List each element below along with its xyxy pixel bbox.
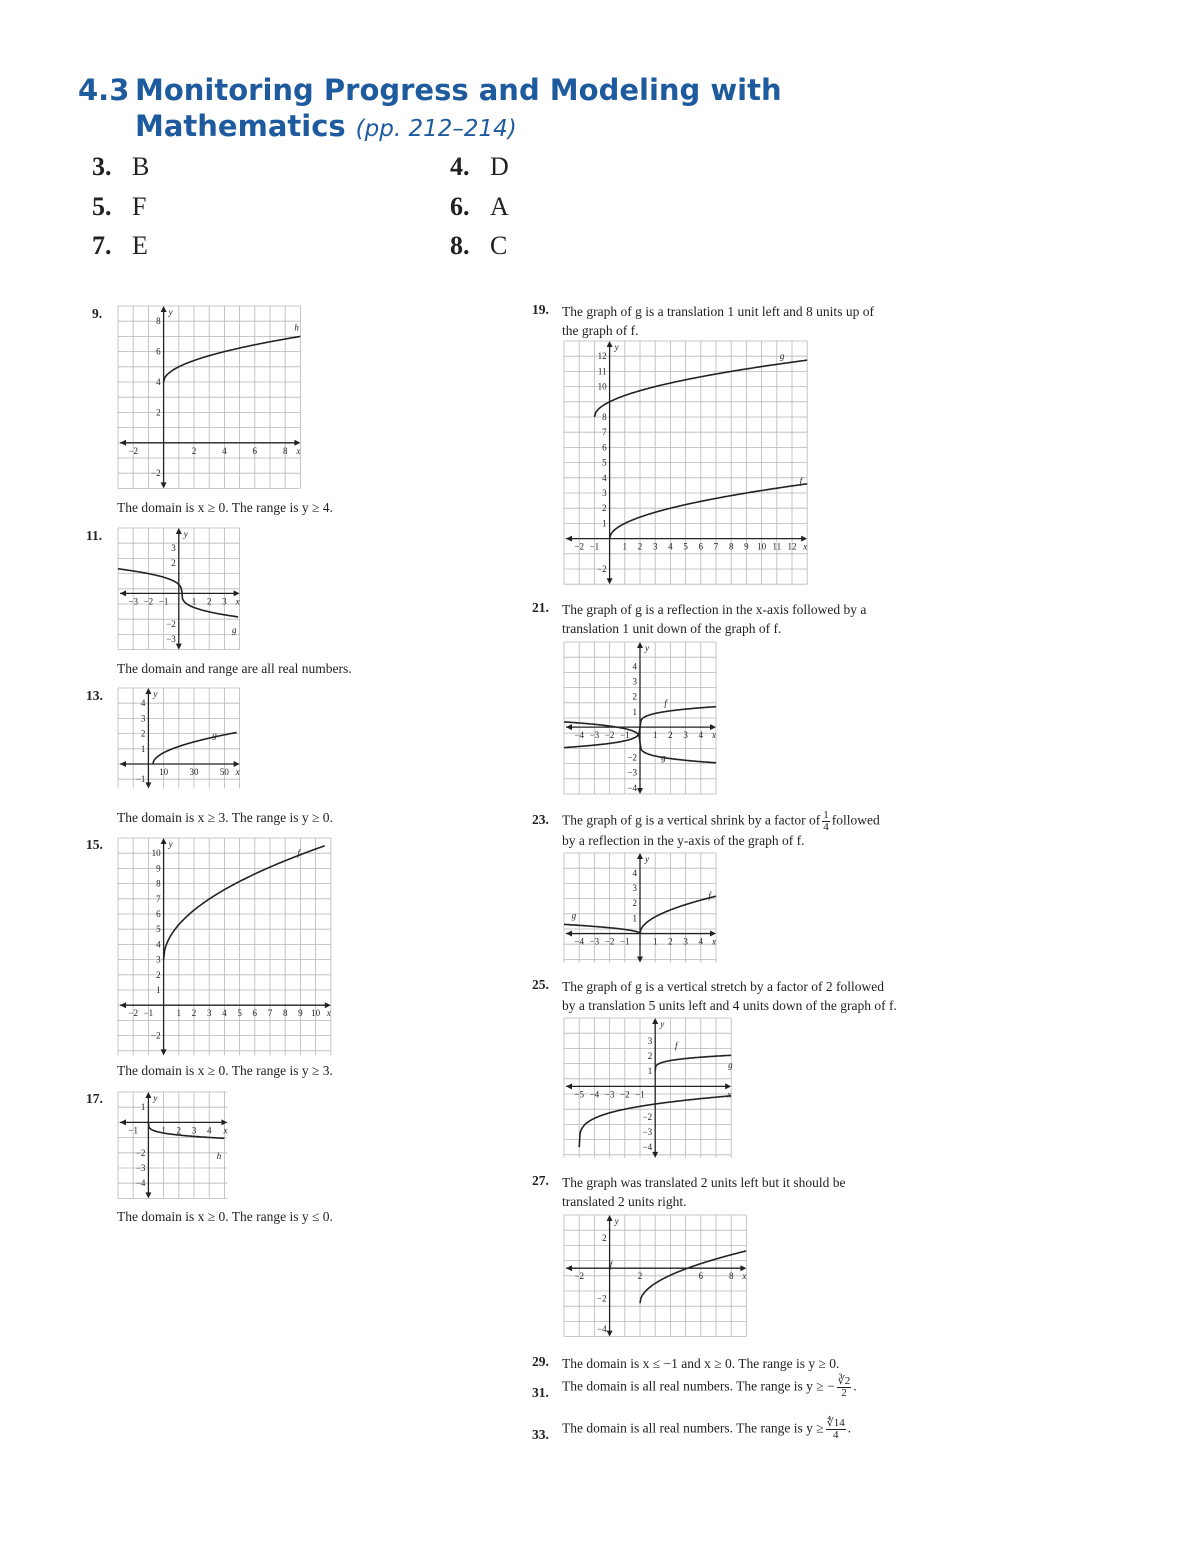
x-tick-label: 4 [698, 730, 704, 741]
x-tick-label: −2 [604, 730, 615, 741]
y-tick-label: 12 [597, 351, 607, 362]
y-tick-label: 5 [156, 924, 161, 935]
curve-label: f [297, 848, 300, 859]
x-axis-label: x [742, 1271, 747, 1282]
x-tick-label: −3 [128, 596, 138, 607]
y-axis-arrow [145, 1092, 151, 1098]
x-tick-label: 2 [668, 936, 673, 947]
x-tick-label: −2 [620, 1089, 630, 1100]
y-axis-label: y [645, 854, 649, 864]
y-tick-label: 5 [602, 457, 607, 468]
y-axis-label: y [168, 839, 173, 849]
y-axis-label: y [660, 1019, 665, 1029]
x-tick-label: 2 [191, 1008, 197, 1019]
x-tick-label: 8 [728, 541, 734, 552]
x-axis-label: x [727, 1089, 732, 1100]
curve-label: f [799, 475, 803, 486]
y-tick-label: 4 [632, 867, 637, 878]
section-title-line2: Mathematics [135, 109, 346, 143]
x-tick-label: 9 [298, 1008, 303, 1019]
curve-label: f [708, 890, 711, 901]
y-tick-label: 3 [140, 713, 146, 724]
section-heading [78, 72, 782, 147]
x-tick-label: 4 [206, 1125, 212, 1136]
exercise-number: 15. [86, 837, 103, 852]
graph-exercise-11 [118, 528, 242, 652]
x-tick-label: −2 [574, 1271, 584, 1282]
y-axis-arrow [607, 341, 613, 347]
x-tick-label: 8 [282, 445, 288, 456]
x-tick-label: 12 [787, 541, 797, 552]
y-tick-label: 4 [602, 472, 607, 483]
y-tick-label: −2 [627, 752, 637, 763]
x-axis-arrow [566, 931, 572, 937]
y-tick-label: 2 [171, 557, 176, 568]
curve-label: h [294, 322, 299, 333]
x-tick-label: 4 [668, 541, 673, 552]
answer-item: 6. A [450, 192, 509, 221]
x-tick-label: 3 [652, 541, 658, 552]
curve-label: f [609, 1260, 613, 1271]
y-axis-arrow [145, 1192, 151, 1198]
answer-item: 7. E [92, 231, 148, 260]
x-axis-label: x [712, 730, 716, 741]
x-tick-label: 6 [252, 445, 258, 456]
x-tick-label: 8 [728, 1271, 734, 1282]
y-tick-label: 8 [156, 878, 161, 889]
y-axis-label: y [614, 1216, 619, 1226]
x-tick-label: 1 [622, 541, 628, 552]
x-tick-label: 2 [668, 730, 673, 741]
y-tick-label: 1 [156, 985, 161, 995]
x-tick-label: −2 [604, 936, 615, 947]
x-tick-label: 2 [176, 1125, 182, 1136]
y-tick-label: −2 [597, 1293, 607, 1304]
answer-item: 3. B [92, 152, 150, 181]
x-tick-label: 4 [222, 1008, 227, 1019]
fraction: $\frac{1}{4}$ [823, 809, 829, 833]
graph-exercise-13 [118, 688, 242, 790]
y-tick-label: 2 [140, 728, 146, 739]
y-tick-label: −4 [627, 782, 637, 793]
y-tick-label: 7 [156, 893, 161, 904]
x-tick-label: −2 [128, 1008, 138, 1019]
exercise-number: 19. [532, 302, 549, 317]
exercise-number: 21. [532, 600, 549, 615]
x-axis-arrow [120, 440, 126, 446]
exercise-number: 13. [86, 688, 103, 703]
x-tick-label: 2 [206, 596, 212, 607]
x-tick-label: 10 [311, 1008, 321, 1019]
x-tick-label: −1 [128, 1125, 138, 1136]
x-tick-label: 3 [683, 936, 688, 947]
y-axis-arrow [145, 688, 151, 694]
curve-label: g [571, 910, 577, 921]
section-number: 4.3 [78, 73, 130, 107]
answer-item: 8. C [450, 231, 508, 260]
curve-label: g [728, 1060, 733, 1071]
y-tick-label: 2 [156, 407, 161, 418]
x-tick-label: −3 [604, 1089, 615, 1100]
curve-label: f [674, 1040, 678, 1051]
y-axis-arrow [161, 838, 167, 844]
curve-label: g [779, 351, 785, 362]
x-tick-label: −1 [158, 596, 169, 607]
y-tick-label: 9 [156, 863, 161, 874]
exercise-number: 29. [532, 1354, 549, 1369]
x-tick-label: −4 [574, 730, 584, 741]
y-axis-arrow [607, 578, 613, 584]
y-axis-arrow [637, 853, 643, 859]
x-tick-label: −1 [589, 541, 600, 552]
y-tick-label: −3 [135, 1163, 146, 1173]
exercise-caption: The domain is x ≥ 0. The range is y ≤ 0. [117, 1209, 333, 1224]
x-tick-label: 3 [683, 730, 688, 741]
exercise-text: by a translation 5 units left and 4 units down of the graph of f. [562, 998, 897, 1013]
exercise-caption: The domain is x ≥ 0. The range is y ≥ 3. [117, 1063, 333, 1078]
y-axis-arrow [637, 642, 643, 648]
x-tick-label: 1 [191, 596, 197, 607]
y-tick-label: 4 [156, 939, 161, 950]
y-axis-label: y [614, 342, 619, 352]
y-tick-label: −2 [642, 1111, 653, 1122]
x-tick-label: −1 [620, 730, 630, 741]
x-axis-arrow [120, 1002, 126, 1008]
graph-exercise-9 [118, 306, 303, 491]
y-tick-label: 6 [156, 909, 161, 919]
y-tick-label: 2 [632, 691, 637, 702]
y-axis-arrow [161, 482, 167, 488]
y-axis-arrow [176, 644, 182, 650]
x-tick-label: 7 [713, 541, 719, 552]
exercise-number: 33. [532, 1427, 549, 1442]
x-tick-label: 2 [637, 1271, 643, 1282]
exercise-caption: The domain and range are all real numbers. [117, 661, 352, 676]
y-tick-label: −2 [166, 618, 176, 629]
exercise-number: 25. [532, 977, 549, 992]
function-curve [640, 896, 716, 933]
y-axis-arrow [161, 306, 167, 312]
graph-exercise-27 [564, 1215, 749, 1339]
x-tick-label: 6 [698, 541, 704, 552]
y-tick-label: 3 [156, 954, 161, 965]
x-axis-label: x [235, 767, 240, 777]
y-tick-label: 3 [647, 1035, 653, 1046]
fraction: $\frac{∛2}{2}$ [837, 1375, 851, 1399]
y-tick-label: −2 [597, 564, 607, 574]
exercise-text: The graph of g is a vertical stretch by a factor of 2 followed [562, 979, 885, 994]
y-tick-label: −2 [135, 1147, 146, 1158]
x-axis-arrow [120, 590, 126, 596]
x-axis-arrow [120, 761, 126, 767]
x-tick-label: 50 [219, 767, 229, 777]
y-tick-label: 4 [632, 661, 637, 672]
y-tick-label: 1 [140, 743, 146, 754]
page-range: (pp. 212–214) [355, 116, 517, 142]
answer-item: 5. F [92, 192, 147, 221]
y-axis-arrow [161, 1049, 167, 1055]
y-tick-label: 8 [602, 412, 607, 422]
y-axis-arrow [176, 528, 182, 534]
exercise-text: translated 2 units right. [562, 1194, 687, 1209]
x-tick-label: 8 [282, 1008, 288, 1019]
exercise-text: the graph of f. [562, 323, 639, 338]
x-tick-label: 2 [637, 541, 643, 552]
exercise-text: The domain is all real numbers. The range is y ≥ $\frac{∜14}{4}$ . [562, 1417, 852, 1441]
graph-exercise-19 [564, 341, 809, 586]
section-title-line1: Monitoring Progress and Modeling with [135, 73, 782, 107]
x-tick-label: 7 [267, 1008, 273, 1019]
y-axis-arrow [652, 1018, 658, 1024]
x-tick-label: 1 [652, 730, 658, 741]
y-axis-label: y [645, 643, 649, 653]
y-tick-label: −4 [642, 1142, 653, 1153]
y-tick-label: 11 [597, 366, 607, 377]
exercise-number: 23. [532, 812, 549, 827]
exercise-caption: The domain is x ≥ 3. The range is y ≥ 0. [117, 810, 333, 825]
graph-exercise-17 [118, 1092, 228, 1199]
x-tick-label: 3 [191, 1125, 197, 1136]
x-tick-label: −2 [143, 596, 154, 607]
x-axis-label: x [223, 1125, 228, 1136]
x-tick-label: −3 [589, 936, 600, 947]
y-axis-label: y [168, 307, 173, 317]
y-tick-label: 8 [156, 316, 161, 327]
x-tick-label: 10 [757, 541, 767, 552]
x-tick-label: −1 [620, 936, 630, 947]
y-tick-label: −3 [166, 633, 176, 644]
x-axis-arrow [566, 536, 572, 542]
x-axis-label: x [803, 541, 808, 552]
y-tick-label: 3 [171, 542, 176, 553]
y-tick-label: 2 [647, 1051, 653, 1061]
y-tick-label: 4 [156, 377, 161, 387]
exercise-text: The graph of g is a translation 1 unit left and 8 units up of [562, 304, 874, 319]
y-tick-label: 2 [602, 503, 607, 514]
x-tick-label: −2 [128, 445, 138, 456]
y-axis-label: y [183, 529, 188, 539]
y-tick-label: −4 [597, 1324, 607, 1334]
function-curve [164, 336, 301, 382]
exercise-text: translation 1 unit down of the graph of f. [562, 621, 782, 636]
y-axis-arrow [607, 1331, 613, 1337]
x-tick-label: 10 [159, 767, 169, 777]
curve-label: g [232, 624, 237, 635]
x-tick-label: −1 [635, 1089, 645, 1100]
exercise-caption: The domain is x ≥ 0. The range is y ≥ 4. [117, 500, 333, 515]
graph-exercise-21 [564, 642, 718, 796]
x-tick-label: 3 [206, 1008, 212, 1019]
y-axis-label: y [153, 1093, 158, 1103]
x-tick-label: 3 [222, 596, 227, 607]
y-axis-arrow [145, 782, 151, 788]
y-tick-label: 10 [151, 848, 161, 859]
x-axis-arrow [566, 724, 572, 730]
x-tick-label: 4 [698, 936, 704, 947]
exercise-text: by a reflection in the y-axis of the graph of f. [562, 833, 805, 848]
curve-label: g [661, 752, 666, 763]
exercise-text: The graph was translated 2 units left but it should be [562, 1175, 846, 1190]
x-tick-label: −5 [574, 1089, 584, 1100]
exercise-text: The graph of g is a reflection in the x-axis followed by a [562, 602, 867, 617]
x-axis-label: x [296, 445, 301, 456]
exercise-number: 31. [532, 1385, 549, 1400]
exercise-text: The domain is x ≤ −1 and x ≥ 0. The range is y ≥ 0. [562, 1356, 840, 1371]
exercise-number: 9. [92, 306, 103, 321]
fraction: $\frac{∜14}{4}$ [826, 1417, 845, 1441]
graph-exercise-25 [564, 1018, 734, 1158]
y-tick-label: 1 [632, 913, 637, 924]
y-tick-label: −4 [135, 1178, 146, 1189]
x-tick-label: 4 [222, 445, 227, 456]
x-tick-label: −4 [589, 1089, 600, 1100]
x-axis-arrow [566, 1265, 572, 1271]
y-tick-label: −2 [151, 468, 161, 479]
x-tick-label: 5 [683, 541, 688, 552]
y-tick-label: 1 [632, 706, 637, 717]
exercise-number: 11. [86, 528, 103, 543]
exercise-text: The graph of g is a vertical shrink by a factor of $\frac{1}{4}$ followed [562, 809, 880, 833]
y-tick-label: 4 [140, 698, 146, 709]
graph-exercise-15 [118, 838, 333, 1056]
x-tick-label: 2 [191, 445, 197, 456]
x-tick-label: 1 [161, 1125, 166, 1136]
y-tick-label: 2 [602, 1232, 607, 1243]
y-axis-label: y [153, 689, 158, 699]
y-tick-label: 6 [156, 346, 161, 357]
exercise-text: The domain is all real numbers. The range is y ≥ − $\frac{∛2}{2}$ . [562, 1375, 857, 1399]
y-tick-label: 3 [602, 488, 607, 498]
x-tick-label: −2 [574, 541, 584, 552]
x-tick-label: 6 [252, 1008, 258, 1019]
curve-label: g [212, 730, 217, 741]
x-axis-arrow [120, 1119, 126, 1125]
y-tick-label: 3 [632, 676, 637, 687]
y-axis-arrow [637, 788, 643, 794]
x-tick-label: −1 [143, 1008, 154, 1019]
y-axis-arrow [607, 1215, 613, 1221]
y-tick-label: −3 [642, 1127, 653, 1137]
y-tick-label: 2 [156, 969, 161, 980]
y-tick-label: 10 [597, 381, 607, 392]
y-tick-label: 6 [602, 442, 607, 453]
x-tick-label: 6 [698, 1271, 704, 1282]
curve-label: f [664, 697, 667, 708]
x-axis-arrow [566, 1083, 572, 1089]
x-axis-label: x [235, 596, 240, 607]
y-tick-label: 1 [602, 518, 607, 529]
x-tick-label: 11 [772, 541, 782, 552]
answer-item: 4. D [450, 152, 509, 181]
curve-label: h [216, 1150, 222, 1161]
y-tick-label: 3 [632, 882, 637, 893]
x-axis-label: x [712, 936, 716, 947]
y-tick-label: 7 [602, 427, 607, 438]
x-tick-label: 5 [237, 1008, 242, 1019]
y-tick-label: −3 [627, 767, 637, 778]
y-tick-label: 2 [632, 898, 637, 909]
exercise-number: 27. [532, 1173, 549, 1188]
y-tick-label: 1 [647, 1066, 653, 1077]
x-tick-label: 9 [744, 541, 749, 552]
function-curve [148, 1122, 224, 1138]
graph-exercise-23 [564, 853, 718, 963]
x-tick-label: −3 [589, 730, 600, 741]
y-tick-label: 1 [140, 1102, 146, 1113]
exercise-number: 17. [86, 1091, 103, 1106]
y-tick-label: −1 [135, 774, 146, 785]
function-curve [610, 484, 808, 539]
y-tick-label: −2 [151, 1030, 161, 1041]
x-axis-label: x [326, 1008, 331, 1019]
x-tick-label: 30 [189, 767, 199, 777]
x-tick-label: 1 [652, 936, 658, 947]
x-tick-label: −4 [574, 936, 584, 947]
x-tick-label: 1 [176, 1008, 182, 1019]
